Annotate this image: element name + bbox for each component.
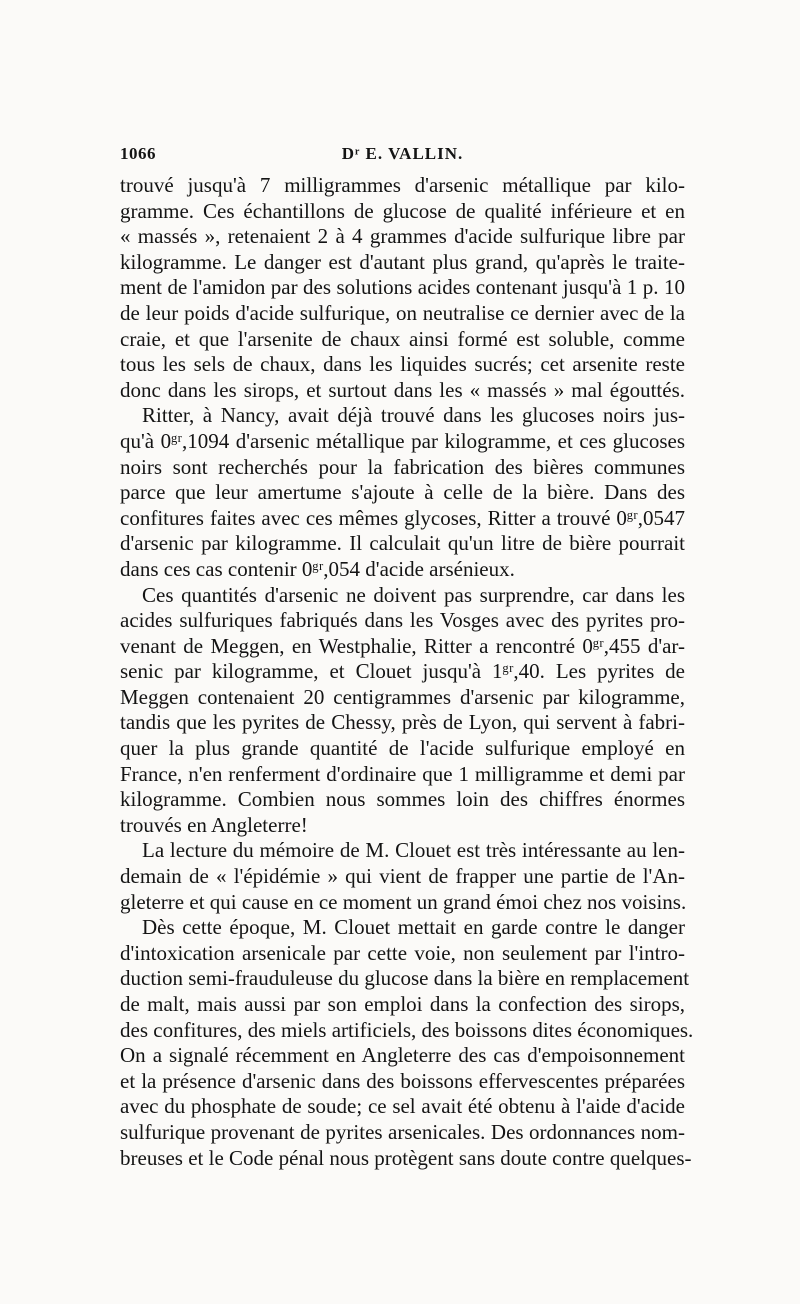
text-line: Dès cette époque, M. Clouet mettait en garde contre le danger bbox=[142, 915, 685, 940]
text-line: demain de « l'épidémie » qui vient de frapper une partie de l'An- bbox=[120, 864, 685, 889]
text-line: sulfurique provenant de pyrites arsenicales. Des ordonnances nom- bbox=[120, 1119, 685, 1144]
text-line: Ces quantités d'arsenic ne doivent pas surprendre, car dans les bbox=[142, 582, 685, 607]
text-line: d'intoxication arsenicale par cette voie, non seulement par l'intro- bbox=[120, 940, 685, 965]
text-line: dans ces cas contenir 0ᵍʳ,054 d'acide arsénieux. bbox=[120, 556, 515, 581]
text-line: noirs sont recherchés pour la fabrication des bières communes bbox=[120, 454, 685, 479]
text-line: France, n'en renferment d'ordinaire que 1 milligramme et demi par bbox=[120, 761, 685, 786]
text-line: parce que leur amertume s'ajoute à celle de la bière. Dans des bbox=[120, 480, 685, 505]
text-line: Meggen contenaient 20 centigrammes d'arsenic par kilogramme, bbox=[120, 684, 685, 709]
text-line: donc dans les sirops, et surtout dans les « massés » mal égouttés. bbox=[120, 377, 685, 402]
text-line: gleterre et qui cause en ce moment un grand émoi chez nos voisins. bbox=[120, 889, 687, 914]
text-line: kilogramme. Le danger est d'autant plus grand, qu'après le traite- bbox=[120, 249, 685, 274]
text-line: breuses et le Code pénal nous protègent sans doute contre quelques- bbox=[120, 1145, 692, 1170]
text-line: tandis que les pyrites de Chessy, près de Lyon, qui servent à fabri- bbox=[120, 710, 685, 735]
text-line: de malt, mais aussi par son emploi dans la confection des sirops, bbox=[120, 992, 685, 1016]
text-line: duction semi-frauduleuse du glucose dans la bière en remplacement bbox=[120, 966, 690, 991]
text-line: et la présence d'arsenic dans des boissons effervescentes préparées bbox=[120, 1068, 685, 1093]
page-header bbox=[120, 138, 685, 168]
text-line: trouvé jusqu'à 7 milligrammes d'arsenic métallique par kilo- bbox=[120, 173, 685, 197]
text-line: acides sulfuriques fabriqués dans les Vosges avec des pyrites pro- bbox=[120, 608, 685, 633]
text-line: gramme. Ces échantillons de glucose de qualité inférieure et en bbox=[120, 198, 685, 223]
text-line: venant de Meggen, en Westphalie, Ritter a rencontré 0ᵍʳ,455 d'ar- bbox=[120, 633, 685, 658]
text-line: senic par kilogramme, et Clouet jusqu'à 1ᵍʳ,40. Les pyrites de bbox=[120, 659, 685, 684]
text-line: « massés », retenaient 2 à 4 grammes d'acide sulfurique libre par bbox=[120, 224, 685, 249]
text-line: quer la plus grande quantité de l'acide sulfurique employé en bbox=[120, 736, 685, 761]
paragraph bbox=[120, 403, 685, 582]
text-line: La lecture du mémoire de M. Clouet est très intéressante au len- bbox=[142, 838, 685, 863]
text-line: tous les sels de chaux, dans les liquides sucrés; cet arsenite reste bbox=[120, 352, 685, 377]
text-line: ment de l'amidon par des solutions acides contenant jusqu'à 1 p. 10 bbox=[120, 275, 685, 300]
text-line: trouvés en Angleterre! bbox=[120, 812, 308, 837]
body-text bbox=[120, 173, 694, 1171]
text-line: avec du phosphate de soude; ce sel avait été obtenu à l'aide d'acide bbox=[120, 1094, 685, 1119]
paragraph bbox=[120, 838, 685, 915]
paragraph bbox=[120, 915, 694, 1171]
text-line: Ritter, à Nancy, avait déjà trouvé dans les glucoses noirs jus- bbox=[142, 403, 685, 428]
paragraph bbox=[120, 583, 685, 839]
text-line: craie, et que l'arsenite de chaux ainsi formé est soluble, comme bbox=[120, 326, 685, 351]
text-line: kilogramme. Combien nous sommes loin des chiffres énormes bbox=[120, 787, 685, 812]
running-head: Dʳ E. VALLIN. bbox=[341, 144, 464, 163]
text-line: de leur poids d'acide sulfurique, on neutralise ce dernier avec de la bbox=[120, 300, 685, 325]
text-line: des confitures, des miels artificiels, des boissons dites économiques. bbox=[120, 1017, 694, 1042]
paragraph bbox=[120, 173, 685, 403]
text-line: d'arsenic par kilogramme. Il calculait qu'un litre de bière pourrait bbox=[120, 531, 685, 556]
page-number: 1066 bbox=[120, 144, 156, 163]
text-line: On a signalé récemment en Angleterre des cas d'empoisonnement bbox=[120, 1043, 685, 1068]
text-line: confitures faites avec ces mêmes glycoses, Ritter a trouvé 0ᵍʳ,0547 bbox=[120, 505, 685, 530]
text-line: qu'à 0ᵍʳ,1094 d'arsenic métallique par kilogramme, et ces glucoses bbox=[120, 428, 685, 453]
